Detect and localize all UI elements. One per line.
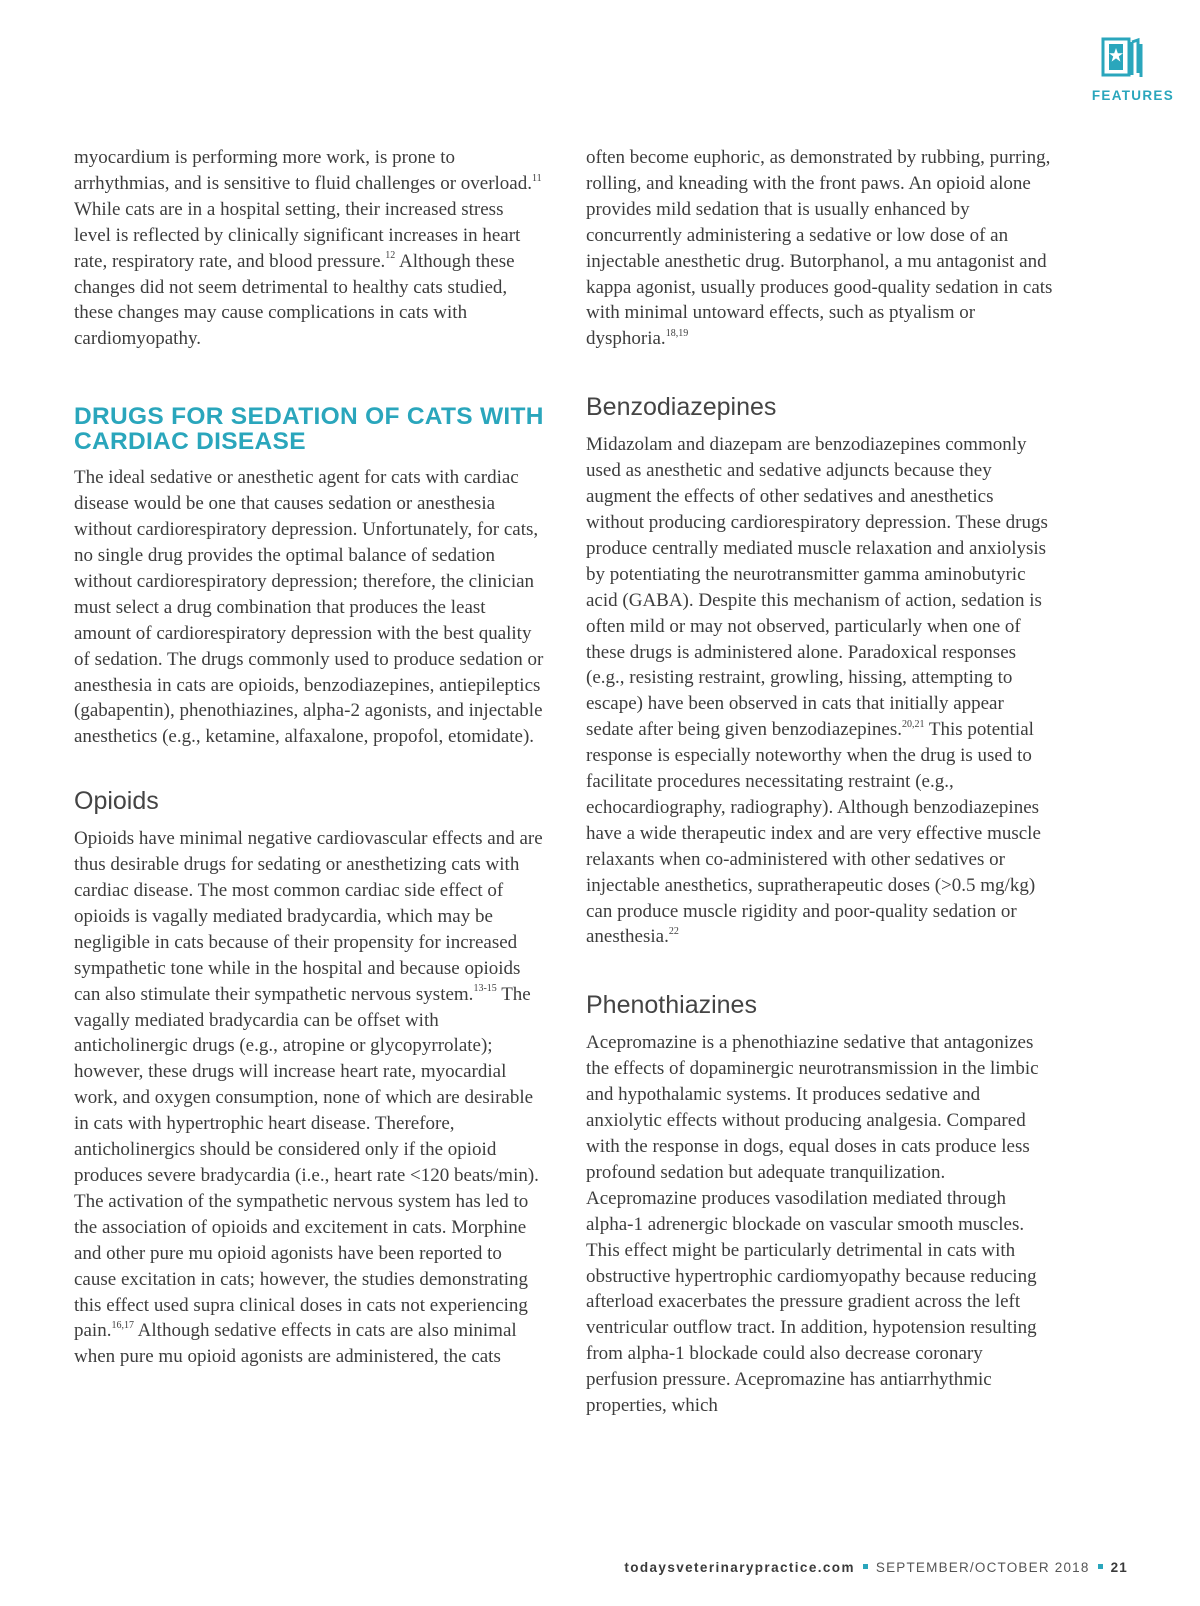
opioids-paragraph: Opioids have minimal negative cardiovascular effects and are thus desirable drugs for sedating or anesthetizing cats with cardiac disease. The most common cardiac side effect of opioids is vagally mediated bradycardia, which may be negligible in cats because of their propensity for increased sympathetic tone while in the hospital and because opioids can also stimulate their sympathetic nervous system.$^{13-15}$ The vagally mediated bradycardia can be offset with anticholinergic drugs (e.g., atropine or glycopyrrolate); however, these drugs will increase heart rate, myocardial work, and oxygen consumption, none of which are desirable in cats with hypertrophic heart disease. Therefore, anticholinergics should be considered only if the opioid produces severe bradycardia (i.e., heart rate <120 beats/min). The activation of the sympathetic nervous system has led to the association of opioids and excitement in cats. Morphine and other pure mu opioid agonists have been reported to cause excitation in cats; however, the studies demonstrating this effect used supra clinical doses in cats not experiencing pain.$^{16,17}$ Although sedative effects in cats are also minimal when pure mu opioid agonists are administered, the cats [74, 828, 543, 1368]
reference: 20,21 [902, 718, 925, 730]
subheading-benzodiazepines: Benzodiazepines [586, 393, 777, 422]
section-label: FEATURES [1091, 88, 1174, 103]
left-column [74, 145, 544, 1370]
reference: 13-15 [473, 983, 497, 995]
footer-page-number: 21 [1110, 1560, 1128, 1575]
subheading-phenothiazines: Phenothiazines [586, 991, 757, 1020]
drugs-paragraph: The ideal sedative or anesthetic agent for cats with cardiac disease would be one that causes sedation or anesthesia without cardiorespiratory depression. Unfortunately, for cats, no single drug provides the optimal balance of sedation without cardiorespiratory depression; therefore, the clinician must select a drug combination that produces the least amount of cardiorespiratory depression with the best quality of sedation. The drugs commonly used to produce sedation or anesthesia in cats are opioids, benzodiazepines, antiepileptics (gabapentin), phenothiazines, alpha-2 agonists, and injectable anesthetics (e.g., ketamine, alfaxalone, propofol, etomidate). [74, 467, 544, 748]
subheading-opioids: Opioids [74, 787, 159, 816]
reference: 11 [532, 172, 542, 184]
right-column [586, 145, 1056, 1419]
reference: 16,17 [111, 1320, 134, 1332]
phenothiazines-paragraph: Acepromazine is a phenothiazine sedative that antagonizes the effects of dopaminergic neurotransmission in the limbic and hypothalamic systems. It produces sedative and anxiolytic effects without producing analgesia. Compared with the response in dogs, equal doses in cats produce less profound sedation but adequate tranquilization. Acepromazine produces vasodilation mediated through alpha-1 adrenergic blockade on vascular smooth muscles. This effect might be particularly detrimental in cats with obstructive hypertrophic cardiomyopathy because reducing afterload exacerbates the pressure gradient across the left ventricular outflow tract. In addition, hypotension resulting from alpha-1 blockade could also decrease coronary perfusion pressure. Acepromazine has antiarrhythmic properties, which [586, 1032, 1039, 1417]
reference: 18,19 [665, 328, 689, 340]
benzodiazepines-paragraph: Midazolam and diazepam are benzodiazepines commonly used as anesthetic and sedative adjuncts because they augment the effects of other sedatives and anesthetics without producing cardiorespiratory depression. These drugs produce centrally mediated muscle relaxation and anxiolysis by potentiating the neurotransmitter gamma aminobutyric acid (GABA). Despite this mechanism of action, sedation is often mild or may not observed, particularly when one of these drugs is administered alone. Paradoxical responses (e.g., resisting restraint, growling, hissing, attempting to escape) have been observed in cats that initially appear sedate after being given benzodiazepines.$^{20,21}$ This potential response is especially noteworthy when the drug is used to facilitate procedures necessitating restraint (e.g., echocardiography, radiography). Although benzodiazepines have a wide therapeutic index and are very effective muscle relaxants when co-administered with other sedatives or injectable anesthetics, supratherapeutic doses (>0.5 mg/kg) can produce muscle rigidity and poor-quality sedation or anesthesia.$^{22}$ [586, 434, 1048, 948]
reference: 12 [385, 250, 396, 262]
intro-paragraph: myocardium is performing more work, is prone to arrhythmias, and is sensitive to fluid challenges or overload.$^{11}$ While cats are in a hospital setting, their increased stress level is reflected by clinically significant increases in heart rate, respiratory rate, and blood pressure.$^{12}$ Although these changes did not seem detrimental to healthy cats studied, these changes may cause complications in cats with cardiomyopathy. [74, 147, 542, 350]
footer-website: todaysveterinarypractice.com [624, 1560, 855, 1575]
page-footer [624, 1560, 1128, 1575]
footer-separator [863, 1564, 868, 1569]
footer-separator [1098, 1564, 1103, 1569]
reference: 22 [668, 926, 679, 938]
footer-issue: SEPTEMBER/OCTOBER 2018 [875, 1560, 1090, 1575]
section-heading: DRUGS FOR SEDATION OF CATS WITH CARDIAC DISEASE [74, 403, 544, 456]
continued-paragraph: often become euphoric, as demonstrated by rubbing, purring, rolling, and kneading with the front paws. An opioid alone provides mild sedation that is usually enhanced by concurrently administering a sedative or low dose of an injectable anesthetic drug. Butorphanol, a mu antagonist and kappa agonist, usually produces good-quality sedation in cats with minimal untoward effects, such as ptyalism or dysphoria.$^{18,19}$ [586, 147, 1053, 350]
features-book-star-icon [1100, 36, 1150, 81]
